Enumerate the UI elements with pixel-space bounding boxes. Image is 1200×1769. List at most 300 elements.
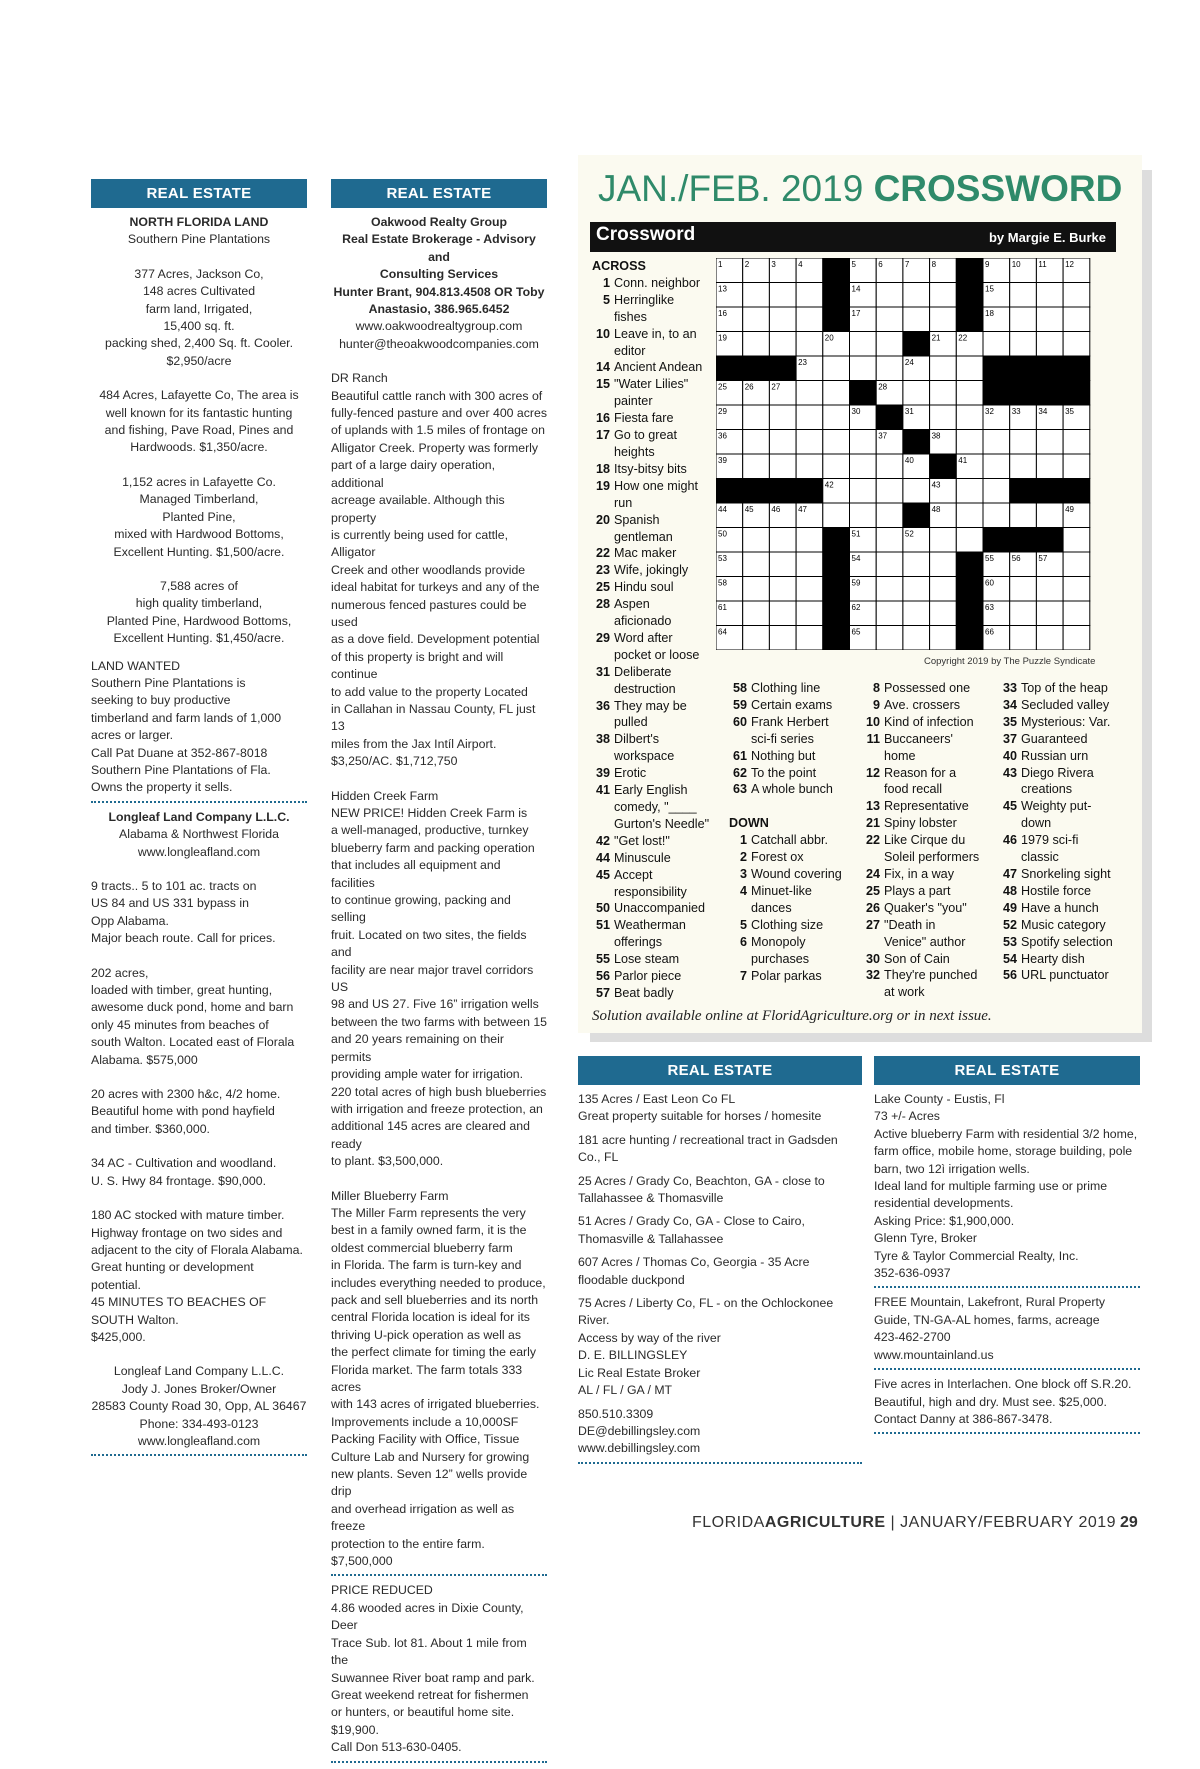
grid-cell[interactable] [743,307,770,332]
crossword-heading-word: CROSSWORD [873,168,1123,209]
clue-number: 40 [1002,748,1017,763]
grid-cell[interactable] [769,430,796,455]
clue-text: Weighty put- down [1021,799,1092,831]
grid-cell[interactable] [930,601,957,626]
clue-text: Herringlike fishes [614,292,675,324]
grid-cell[interactable] [956,405,983,430]
grid-cell[interactable] [769,405,796,430]
grid-cell[interactable] [743,601,770,626]
clue-text: Son of Cain [884,951,950,966]
broker-contact: 850.510.3309 DE@debillingsley.com www.debillingsley.com [578,1406,701,1456]
grid-cell[interactable] [1063,430,1090,455]
divider [331,1761,547,1763]
grid-cell[interactable] [876,356,903,381]
grid-cell[interactable] [1063,454,1090,479]
grid-cell[interactable] [769,626,796,651]
grid-cell[interactable] [956,528,983,553]
clue-text: "Death in Venice" author [884,917,966,949]
cell-number: 37 [878,431,888,441]
column-2 [331,179,547,1769]
clue-number: 17 [595,428,610,443]
grid-cell[interactable] [1063,283,1090,308]
grid-cell[interactable] [1063,332,1090,357]
grid-cell[interactable] [903,283,930,308]
grid-cell[interactable] [1010,332,1037,357]
clue-text: Spiny lobster [884,816,957,831]
grid-cell[interactable] [1010,601,1037,626]
grid-cell[interactable] [983,503,1010,528]
clue-number: 10 [595,326,610,341]
clue-number: 30 [865,951,880,966]
listing-title: NORTH FLORIDA LAND [129,215,269,229]
grid-cell[interactable] [769,601,796,626]
cell-number: 8 [931,260,937,269]
across-clue [729,765,864,782]
clue-number: 19 [595,478,610,493]
clue-text: Word after pocket or loose [614,630,700,662]
clue-text: Dilbert's workspace [614,732,675,764]
clue-text: Hearty dish [1021,951,1085,966]
grid-cell[interactable] [823,503,850,528]
column-4 [874,1056,1140,1440]
clue-number: 23 [595,563,610,578]
section-header: REAL ESTATE [331,179,547,208]
grid-cell[interactable] [769,307,796,332]
company-contact: Longleaf Land Company L.L.C. Jody J. Jones Broker/Owner 28583 County Road 30, Opp, AL 36467 Phone: 334-493-0123 www.longleafland.com [91,1364,307,1448]
grid-block [823,307,850,332]
across-clue-list [729,680,864,798]
clue-number: 55 [595,952,610,967]
clue-text: "Get lost!" [614,833,670,848]
clue-number: 63 [732,782,747,797]
cell-number: 31 [904,407,914,416]
grid-cell[interactable] [930,381,957,406]
grid-cell[interactable] [1063,577,1090,602]
across-clue [729,714,864,748]
magazine-name-bold: AGRICULTURE [764,1514,886,1531]
grid-cell[interactable] [903,552,930,577]
down-clue [999,714,1129,731]
grid-cell[interactable] [1036,601,1063,626]
grid-cell[interactable] [1010,626,1037,651]
grid-cell[interactable] [903,577,930,602]
cell-number: 29 [718,407,727,416]
brokerage-contact: www.oakwoodrealtygroup.com hunter@theoakwoodcompanies.com [339,319,539,351]
grid-cell[interactable] [983,454,1010,479]
grid-cell[interactable] [1063,528,1090,553]
clue-number: 12 [865,765,880,780]
grid-block [850,381,877,406]
grid-cell[interactable] [930,626,957,651]
grid-cell[interactable] [930,307,957,332]
clue-number: 43 [1002,765,1017,780]
grid-cell[interactable] [956,479,983,504]
land-listing: 484 Acres, Lafayette Co, The area is well known for its fantastic hunting and fishing, Pave Road, Pines and Hardwoods. $1,350/acre. [99,388,299,455]
grid-block [903,503,930,528]
down-clue [729,917,864,934]
grid-cell[interactable] [1036,503,1063,528]
grid-cell[interactable] [823,381,850,406]
grid-cell[interactable] [956,503,983,528]
grid-cell[interactable] [850,479,877,504]
clue-text: A whole bunch [751,782,833,797]
clue-text: Buccaneers' home [884,731,953,763]
clue-number: 1 [739,833,747,848]
grid-block [823,601,850,626]
clue-text: Weatherman offerings [614,918,686,950]
grid-cell[interactable] [930,283,957,308]
grid-cell[interactable] [796,528,823,553]
clue-text: Ave. crossers [884,697,961,712]
clue-text: Clothing line [751,681,821,695]
issue-date: | JANUARY/FEBRUARY 2019 [885,1514,1117,1531]
across-clue [592,326,720,360]
grid-cell[interactable] [743,552,770,577]
grid-cell[interactable] [876,577,903,602]
grid-cell[interactable] [796,454,823,479]
across-clue [592,427,720,461]
grid-block [956,283,983,308]
grid-cell[interactable] [850,430,877,455]
clue-text: Possessed one [884,681,971,695]
grid-cell[interactable] [930,552,957,577]
grid-block [1036,479,1063,504]
clue-text: Conn. neighbor [614,275,701,290]
cell-number: 3 [771,260,776,269]
land-listing: 75 Acres / Liberty Co, FL - on the Ochlockonee River. Access by way of the river D. E. BILLINGSLEY Lic Real Estate Broker AL / FL / GA / MT [578,1296,834,1398]
cell-number: 57 [1038,554,1048,563]
property-guide-ad: FREE Mountain, Lakefront, Rural Property Guide, TN-GA-AL homes, farms, acreage 423-462-2700 www.mountainland.us [874,1295,1106,1362]
across-clue [592,275,720,292]
cell-number: 36 [718,431,727,441]
across-clue [592,512,720,546]
cell-number: 59 [851,578,861,588]
cell-number: 11 [1038,260,1047,269]
grid-cell[interactable] [903,307,930,332]
clue-text: Kind of infection [884,714,974,729]
clue-text: Plays a part [884,883,951,898]
clue-number: 45 [595,867,610,882]
cell-number: 58 [718,578,727,588]
grid-cell[interactable] [823,430,850,455]
clue-text: Catchall abbr. [751,833,829,848]
cell-number: 43 [931,480,941,490]
grid-cell[interactable] [930,577,957,602]
grid-cell[interactable] [956,430,983,455]
grid-cell[interactable] [743,430,770,455]
clue-number: 18 [595,461,610,476]
grid-cell[interactable] [903,626,930,651]
land-listing: 1,152 acres in Lafayette Co. Managed Timberland, Planted Pine, mixed with Hardwood Bottoms, Excellent Hunting. $1,500/acre. [113,474,285,559]
grid-cell[interactable] [930,528,957,553]
land-listing: 135 Acres / East Leon Co FL Great property suitable for horses / homesite [578,1092,822,1124]
clue-number: 47 [1002,866,1017,881]
grid-cell[interactable] [743,454,770,479]
cell-number: 4 [798,260,803,269]
across-clue [592,951,720,968]
grid-cell[interactable] [850,332,877,357]
crossword-grid [716,258,1116,650]
grid-cell[interactable] [876,454,903,479]
clue-text: Minuet-like dances [751,883,812,915]
clue-text: Wound covering [751,867,842,882]
clue-text: Spotify selection [1021,934,1113,949]
clue-text: Ancient Andean [614,360,703,375]
across-clue [592,985,720,1002]
grid-cell[interactable] [876,626,903,651]
across-clue [729,680,864,697]
clue-number: 29 [595,630,610,645]
grid-cell[interactable] [1010,454,1037,479]
grid-block [823,552,850,577]
grid-cell[interactable] [823,356,850,381]
grid-cell[interactable] [1036,283,1063,308]
grid-cell[interactable] [1010,430,1037,455]
grid-cell[interactable] [876,332,903,357]
across-clue [592,664,720,698]
clue-number: 11 [866,731,880,746]
clue-text: They're punched at work [884,968,978,1000]
grid-cell[interactable] [769,552,796,577]
grid-cell[interactable] [796,283,823,308]
grid-block [823,577,850,602]
grid-cell[interactable] [876,479,903,504]
down-clue-list [862,680,997,1001]
grid-cell[interactable] [769,332,796,357]
grid-cell[interactable] [1036,332,1063,357]
grid-cell[interactable] [1010,283,1037,308]
down-clue [862,714,997,731]
cell-number: 52 [904,529,914,539]
down-clue [862,967,997,1001]
clue-text: 1979 sci-fi classic [1021,833,1079,865]
grid-cell[interactable] [796,601,823,626]
crossword-copyright: Copyright 2019 by The Puzzle Syndicate [924,656,1096,667]
land-listing: Five acres in Interlachen. One block off S.R.20. Beautiful, high and dry. Must see. $25,000. Contact Danny at 386-867-3478. [874,1377,1132,1426]
grid-block [716,479,743,504]
grid-cell[interactable] [983,332,1010,357]
clue-number: 35 [1002,714,1017,729]
grid-cell[interactable] [1036,430,1063,455]
cell-number: 39 [718,456,727,465]
clue-text: They may be pulled [614,698,687,730]
grid-cell[interactable] [1036,454,1063,479]
grid-cell[interactable] [956,356,983,381]
grid-cell[interactable] [1010,577,1037,602]
listing-subtitle: Southern Pine Plantations [127,232,271,247]
grid-block [1063,381,1090,406]
magazine-name-light: FLORIDA [692,1514,765,1531]
clue-text: Aspen aficionado [614,597,672,629]
grid-cell[interactable] [850,503,877,528]
clue-number: 48 [1002,883,1017,898]
across-clue [592,765,720,782]
clue-number: 46 [1002,833,1017,848]
grid-cell[interactable] [876,307,903,332]
grid-cell[interactable] [743,626,770,651]
across-clue [592,968,720,985]
clue-number: 49 [1002,900,1017,915]
down-clues-continued [999,680,1129,984]
grid-cell[interactable] [876,503,903,528]
down-clue [999,883,1129,900]
grid-cell[interactable] [796,430,823,455]
grid-cell[interactable] [1063,601,1090,626]
down-clues [862,680,997,1001]
cell-number: 65 [851,627,861,637]
cell-number: 40 [904,456,914,465]
grid-block [1010,528,1037,553]
grid-cell[interactable] [903,381,930,406]
cell-number: 33 [1011,407,1021,416]
grid-cell[interactable] [1063,307,1090,332]
down-clue [999,917,1129,934]
cell-number: 48 [931,505,941,514]
down-clue [999,765,1129,799]
grid-cell[interactable] [903,601,930,626]
grid-cell[interactable] [796,405,823,430]
grid-cell[interactable] [743,405,770,430]
grid-cell[interactable] [876,552,903,577]
grid-cell[interactable] [1063,626,1090,651]
grid-cell[interactable] [930,356,957,381]
grid-cell[interactable] [956,381,983,406]
clue-number: 56 [595,969,610,984]
grid-cell[interactable] [823,405,850,430]
cell-number: 30 [851,407,861,416]
grid-cell[interactable] [769,454,796,479]
grid-cell[interactable] [796,552,823,577]
across-clue [592,478,720,512]
across-clue [729,781,864,798]
clue-number: 28 [595,597,610,612]
cell-number: 47 [798,505,808,514]
cell-number: 41 [958,456,968,465]
clue-number: 42 [595,833,610,848]
grid-cell[interactable] [1063,552,1090,577]
clue-text: Frank Herbert sci-fi series [751,714,829,746]
across-label: ACROSS [592,259,646,273]
grid-block [876,405,903,430]
solution-note: Solution available online at FloridAgriculture.org or in next issue. [592,1008,992,1024]
cell-number: 20 [824,333,834,343]
brokerage-title: Oakwood Realty Group Real Estate Brokerage - Advisory and Consulting Services Hunter Brant, 904.813.4508 OR Toby Anastasio, 386.965.6452 [333,215,545,317]
crossword-heading [598,168,1122,210]
clue-number: 62 [732,765,747,780]
divider [91,801,307,803]
grid-cell[interactable] [796,381,823,406]
grid-cell[interactable] [983,430,1010,455]
farm-listing: Miller Blueberry Farm The Miller Farm represents the very best in a family owned farm, it is the oldest commercial blueberry farm in Florida. The farm is turn-key and includes everything needed to produce, pack and sell blueberries and its north central Florida location is ideal for its thriving U-pick operation as well as the perfect climate for timing the early Florida market. The farm totals 333 acres with 143 acres of irrigated blueberries. Improvements include a 10,000SF Packing Facility with Office, Tissue Culture Lab and Nursery for growing new plants. Seven 12” wells provide drip and overhead irrigation as well as freeze protection to the entire farm. $7,500,000 [331,1188,546,1569]
grid-block [1010,356,1037,381]
cell-number: 9 [985,260,990,269]
cell-number: 62 [851,603,861,612]
across-clue [592,359,720,376]
down-clue [862,900,997,917]
cell-number: 17 [851,309,861,318]
down-clue [999,934,1129,951]
clue-number: 24 [865,866,880,881]
grid-cell[interactable] [1010,307,1037,332]
down-clue [999,951,1129,968]
grid-cell[interactable] [1010,503,1037,528]
down-label: DOWN [729,816,769,831]
across-clue [592,833,720,850]
clue-number: 3 [739,867,747,882]
crossword-title-bar [590,222,1116,252]
cell-number: 2 [744,260,750,269]
cell-number: 23 [798,358,808,367]
across-clue [592,545,720,562]
clue-number: 14 [595,360,610,375]
grid-cell[interactable] [850,356,877,381]
clue-number: 61 [732,748,747,763]
grid-cell[interactable] [876,601,903,626]
grid-block [743,356,770,381]
grid-block [1010,479,1037,504]
grid-cell[interactable] [1036,626,1063,651]
grid-block [1036,528,1063,553]
grid-block [823,283,850,308]
clue-text: Guaranteed [1021,731,1088,746]
grid-cell[interactable] [903,479,930,504]
clue-number: 15 [595,377,610,392]
grid-cell[interactable] [876,283,903,308]
clue-number: 10 [865,714,880,729]
grid-cell[interactable] [876,528,903,553]
cell-number: 5 [851,260,856,269]
clue-number: 41 [595,783,610,798]
grid-block [823,626,850,651]
across-clue [592,850,720,867]
grid-cell[interactable] [796,332,823,357]
grid-cell[interactable] [796,626,823,651]
grid-cell[interactable] [743,332,770,357]
clue-text: Nothing but [751,748,816,763]
grid-cell[interactable] [769,577,796,602]
cell-number: 49 [1065,505,1075,514]
grid-cell[interactable] [769,528,796,553]
clue-number: 34 [1002,697,1017,712]
down-clue [999,697,1129,714]
ranch-listing: DR Ranch Beautiful cattle ranch with 300 acres of fully-fenced pasture and over 400 acres of uplands with 1.5 miles of frontage on Alligator Creek. Property was formerly part of a large dairy operation, additional acreage available. Although this property is currently being used for cattle, Alligator Creek and other woodlands provide ideal habitat for turkeys and any of the numerous fenced pastures could be used as a dove field. Development potential of this property is bright and will continue to add value to the property Located in Callahan in Nassau County, FL just 13 miles from the Jax Intíl Airport. $3,250/AC. $1,712,750 [331,371,548,769]
grid-cell[interactable] [769,283,796,308]
grid-cell[interactable] [743,577,770,602]
grid-cell[interactable] [983,479,1010,504]
cell-number: 26 [744,382,754,392]
down-clue [862,731,997,765]
grid-cell[interactable] [930,405,957,430]
cell-number: 16 [718,309,727,318]
clue-number: 38 [595,732,610,747]
grid-cell[interactable] [796,577,823,602]
down-clue [729,849,864,866]
clue-number: 44 [595,850,610,865]
grid-cell[interactable] [796,307,823,332]
cell-number: 42 [824,480,834,490]
grid-block [743,479,770,504]
grid-block [956,626,983,651]
grid-block [1010,381,1037,406]
grid-cell[interactable] [743,283,770,308]
grid-cell[interactable] [850,454,877,479]
clue-text: Certain exams [751,697,833,712]
grid-cell[interactable] [1036,577,1063,602]
grid-cell[interactable] [823,454,850,479]
across-clue [592,731,720,765]
grid-cell[interactable] [743,528,770,553]
grid-cell[interactable] [1036,307,1063,332]
